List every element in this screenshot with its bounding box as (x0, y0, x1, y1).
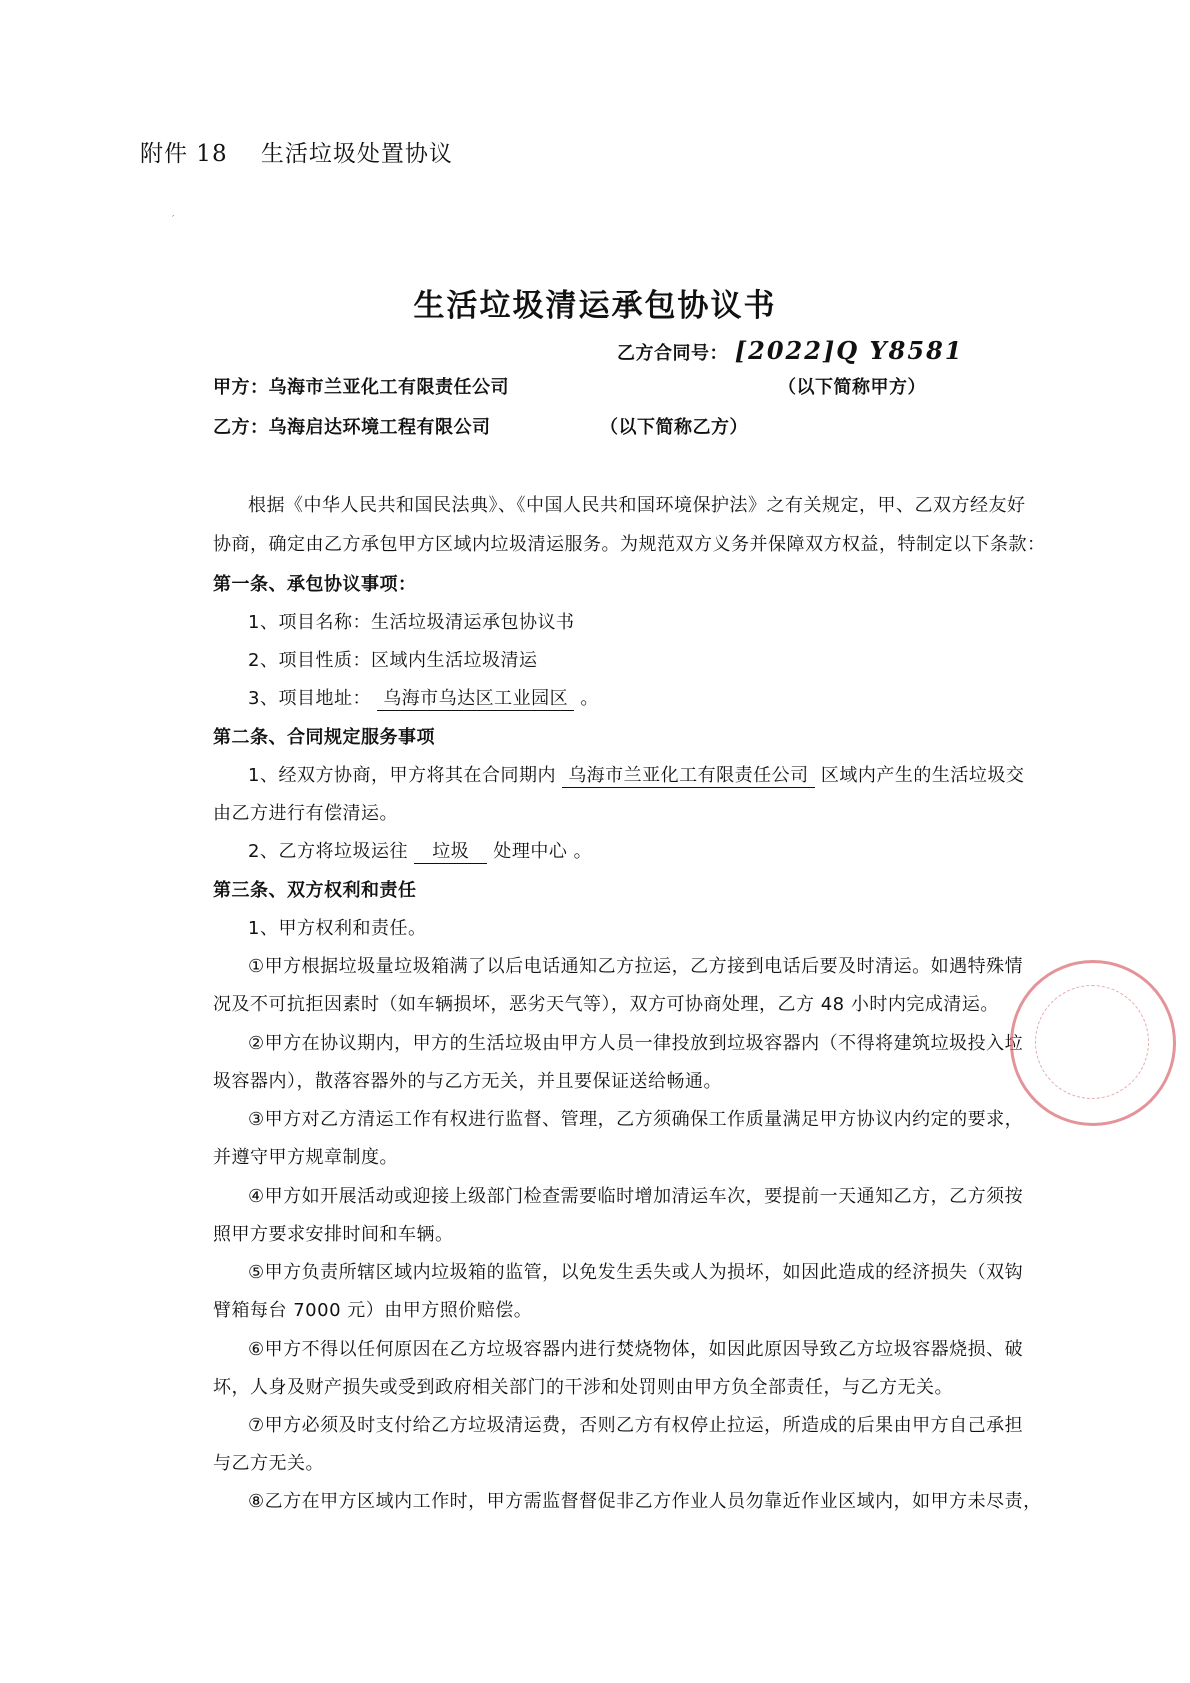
clause-3-line-1: ③甲方对乙方清运工作有权进行监督、管理，乙方须确保工作质量满足甲方协议内约定的要求， (248, 1109, 1024, 1130)
project-address-value: 乌海市乌达区工业园区 (377, 688, 574, 711)
article-1-item-2: 2、项目性质：区域内生活垃圾清运 (248, 650, 538, 671)
company-seal-inner-ring (1035, 985, 1149, 1099)
article-2-item-1-cont: 由乙方进行有偿清运。 (213, 803, 398, 824)
intro-line-1: 根据《中华人民共和国民法典》、《中国人民共和国环境保护法》之有关规定，甲、乙双方经友好 (248, 495, 1026, 516)
project-address-end: 。 (580, 688, 599, 709)
article-2-heading: 第二条、合同规定服务事项 (213, 727, 435, 748)
clause-7-line-1: ⑦甲方必须及时支付给乙方垃圾清运费，否则乙方有权停止拉运，所造成的后果由甲方自己承担 (248, 1415, 1024, 1436)
article-2-item-1-post: 区域内产生的生活垃圾交 (820, 765, 1025, 786)
article-3-sub-1: 1、甲方权利和责任。 (248, 918, 427, 939)
article-1-item-1: 1、项目名称：生活垃圾清运承包协议书 (248, 612, 575, 633)
attachment-label: 附件 18 (140, 141, 228, 167)
clause-1-line-1: ①甲方根据垃圾量垃圾箱满了以后电话通知乙方拉运，乙方接到电话后要及时清运。如遇特殊情 (248, 956, 1024, 977)
document-title: 生活垃圾清运承包协议书 (413, 288, 777, 324)
clause-2-line-2: 圾容器内），散落容器外的与乙方无关，并且要保证送给畅通。 (213, 1071, 722, 1092)
clause-8-line-1: ⑧乙方在甲方区域内工作时，甲方需监督督促非乙方作业人员勿靠近作业区域内，如甲方未尽责， (248, 1491, 1042, 1512)
clause-2-line-1: ②甲方在协议期内，甲方的生活垃圾由甲方人员一律投放到垃圾容器内（不得将建筑垃圾投入垃 (248, 1033, 1024, 1054)
article-1-item-3 (248, 684, 599, 710)
party-a-note: （以下简称甲方） (778, 377, 926, 398)
party-b-note: （以下简称乙方） (600, 417, 748, 438)
clause-5-line-2: 臂箱每台 7000 元）由甲方照价赔偿。 (213, 1300, 533, 1321)
article-2-item-2 (248, 837, 592, 863)
clause-1-line-2: 况及不可抗拒因素时（如车辆损坏，恶劣天气等），双方可协商处理，乙方 48 小时内完成清运。 (213, 994, 999, 1015)
contract-number (617, 336, 963, 365)
contract-number-handwritten: [2022]Q Y8581 (734, 336, 964, 365)
article-2-item-2-value: 垃圾 (414, 841, 487, 864)
scan-mark: ′ (172, 214, 175, 225)
article-2-item-1-company: 乌海市兰亚化工有限责任公司 (562, 765, 815, 788)
party-a: 甲方：乌海市兰亚化工有限责任公司 (213, 377, 509, 398)
company-seal (1010, 960, 1176, 1126)
clause-4-line-1: ④甲方如开展活动或迎接上级部门检查需要临时增加清运车次，要提前一天通知乙方，乙方须按 (248, 1186, 1024, 1207)
attachment-title: 生活垃圾处置协议 (260, 141, 453, 167)
project-address-label: 3、项目地址： (248, 688, 371, 709)
intro-line-2: 协商，确定由乙方承包甲方区域内垃圾清运服务。为规范双方义务并保障双方权益，特制定以下条款： (213, 534, 1046, 555)
clause-6-line-2: 坏，人身及财产损失或受到政府相关部门的干涉和处罚则由甲方负全部责任，与乙方无关。 (213, 1377, 953, 1398)
article-2-item-2-post: 处理中心 。 (493, 841, 593, 862)
clause-5-line-1: ⑤甲方负责所辖区域内垃圾箱的监管，以免发生丢失或人为损坏，如因此造成的经济损失（双钩 (248, 1262, 1024, 1283)
clause-3-line-2: 并遵守甲方规章制度。 (213, 1147, 398, 1168)
article-2-item-1 (248, 761, 1024, 787)
party-b: 乙方：乌海启达环境工程有限公司 (213, 417, 491, 438)
attachment-heading (140, 135, 453, 168)
article-2-item-1-pre: 1、经双方协商，甲方将其在合同期内 (248, 765, 556, 786)
clause-7-line-2: 与乙方无关。 (213, 1453, 324, 1474)
contract-number-label: 乙方合同号： (617, 343, 728, 364)
clause-6-line-1: ⑥甲方不得以任何原因在乙方垃圾容器内进行焚烧物体，如因此原因导致乙方垃圾容器烧损、破 (248, 1339, 1024, 1360)
article-3-heading: 第三条、双方权利和责任 (213, 880, 417, 901)
article-2-item-2-pre: 2、乙方将垃圾运往 (248, 841, 408, 862)
article-1-heading: 第一条、承包协议事项： (213, 574, 417, 595)
clause-4-line-2: 照甲方要求安排时间和车辆。 (213, 1224, 454, 1245)
